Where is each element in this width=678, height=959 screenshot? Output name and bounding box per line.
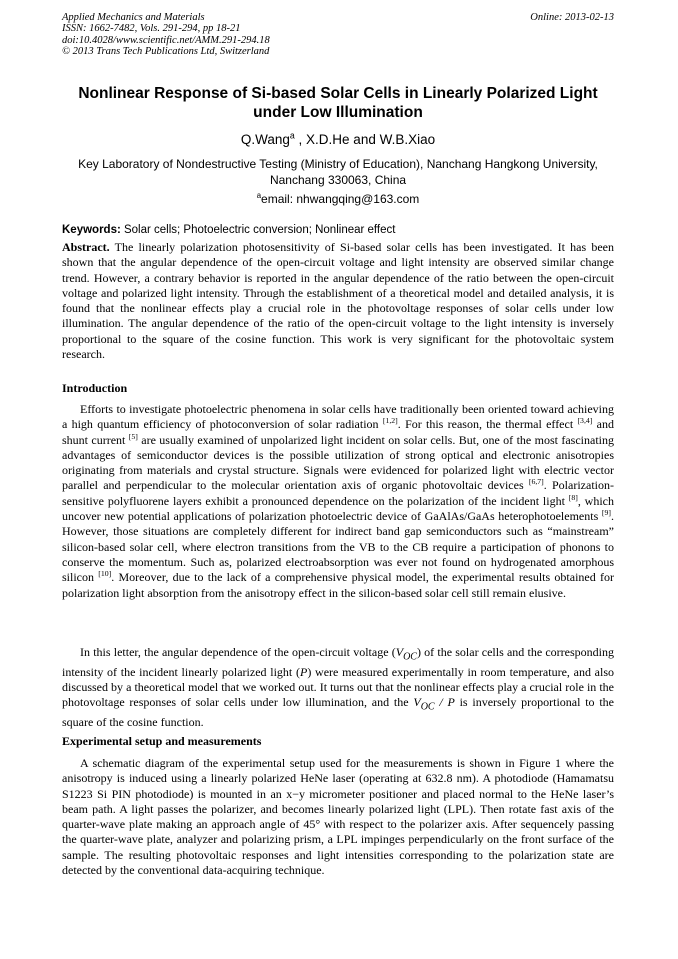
experimental-heading: Experimental setup and measurements: [62, 734, 262, 748]
introduction-paragraph-2: [62, 645, 614, 730]
doi-line: doi:10.4028/www.scientific.net/AMM.291-294.18: [62, 34, 270, 46]
citation: [9]: [601, 508, 611, 518]
author-line: [62, 131, 614, 148]
voc-symbol: V: [395, 645, 404, 659]
intro-p1-b: . For this reason, the thermal effect: [397, 417, 578, 432]
issn-line: ISSN: 1662-7482, Vols. 291-294, pp 18-21: [62, 23, 241, 35]
intro-p1-c: and shunt current: [62, 417, 615, 447]
email-text: email: nhwangqing@163.com: [261, 192, 420, 206]
keywords-text: Solar cells; Photoelectric conversion; Nonlinear effect: [120, 224, 396, 236]
citation: [8]: [568, 492, 578, 502]
author-first: Q.Wang: [240, 132, 290, 147]
abstract-text: The linearly polarization photosensitivity of Si-based solar cells has been investigated. It has been shown that the angular dependence of the open-circuit voltage and light intensity are observed similar change trend. However, a contrary behavior is reported in the angular dependence of the ratio between the open-circuit voltage and polarized light intensity. Through the establishment of a theoretical model and detailed analysis, it is found that the nonlinear effects play a crucial role in the photovoltage responses of solar cells under low illumination. The angular dependence of the ratio of the open-circuit voltage to the light intensity is inversely proportional to the square of the cosine function. This work is very significant for the photovoltaic system research.: [62, 240, 614, 362]
citation: [3,4]: [577, 416, 593, 426]
keywords: [62, 223, 614, 237]
intro-p1-g: . However, those situations are completely different for indirect band gap semiconductors such as “mainstream” silicon-based solar cell, where electron transitions from the VB to the CB require a participation of phonons to conserve the momentum. Such as, polarized electroabsorption was ever not found on hydrogenated amorphous silicon: [62, 509, 614, 585]
intro-p1-d: are usually examined of unpolarized light incident on solar cells. But, one of the most fascinating advantages of semiconductor devices is the possible utilization of strong optical and electronic anisotropies originating from materials and crystal structure. Signals were evidenced for polarized light with electric vector parallel and perpendicular to the molecular orientation axis of organic photovoltaic devices: [62, 432, 614, 493]
intro-p2-c: ) were measured experimentally in room temperature, and also discussed by a theoretical model that we worked out. It turns out that the nonlinear effects play a crucial role in the photovoltage responses of solar cells under low illumination, and the: [62, 664, 614, 710]
intro-p2-a: In this letter, the angular dependence of the open-circuit voltage (: [80, 645, 396, 659]
intro-p1-f: , which uncover new potential applications of polarization photoelectric device of GaAlAs/GaAs heterophotoelements: [62, 493, 614, 524]
intro-p2-d: is inversely proportional to the square of the cosine function.: [62, 695, 614, 729]
citation: [6,7]: [528, 477, 544, 487]
paper-title: Nonlinear Response of Si-based Solar Cells in Linearly Polarized Light under Low Illumination: [78, 85, 598, 121]
p-symbol: P: [300, 664, 308, 679]
affiliation: Key Laboratory of Nondestructive Testing (Ministry of Education), Nanchang Hangkong University, Nanchang 330063, China: [78, 157, 598, 187]
intro-p1-a: Efforts to investigate photoelectric phenomena in solar cells have traditionally been oriented toward achieving a high quantum efficiency of photoconversion of solar radiation: [62, 402, 614, 432]
ratio-subscript: OC: [420, 701, 435, 713]
abstract-label: Abstract.: [62, 240, 110, 254]
journal-name: Applied Mechanics and Materials: [62, 12, 205, 23]
citation: [10]: [98, 569, 112, 579]
citation: [1,2]: [382, 416, 398, 426]
introduction-paragraph-1: [62, 402, 614, 601]
voc-subscript: OC: [403, 651, 417, 663]
email-sup: a: [256, 191, 262, 200]
citation: [5]: [128, 431, 138, 441]
author-first-sup: a: [289, 130, 295, 141]
experimental-paragraph-1: A schematic diagram of the experimental setup used for the measurements is shown in Figure 1 where the anisotropy is induced using a linearly polarized HeNe laser (operating at 632.8 nm). A photodiode (Hamamatsu S1223 Si PIN photodiode) is mounted in an x−y micrometer positioner and placed normal to the HeNe laser’s beam path. A light passes the polarizer, and becomes linearly polarized light (LPL). Then rotate fast axis of the quarter-wave plate making an approach angle of 45° with respect to the polarizer axis. After sequencely passing the quarter-wave plate, analyzer and polarizing prism, a LPL impinges perpendicularly on the front surface of the sample. The resulting photovoltaic responses and light intensities corresponding to the polarization state are detected by the conventional data-acquiring technique.: [62, 756, 614, 878]
online-date: Online: 2013-02-13: [530, 12, 614, 23]
intro-p1-h: . Moreover, due to the lack of a comprehensive physical model, the experimental results obtained for polarization light absorption from the anisotropy effect in the silicon-based solar cell still remain elusive.: [62, 570, 614, 600]
copyright-line: © 2013 Trans Tech Publications Ltd, Switzerland: [62, 46, 270, 58]
intro-p1-e: . Polarization-sensitive polyfluorene layers exhibit a pronounced dependence on the polarization of the incident light: [62, 478, 614, 508]
abstract: [62, 240, 614, 362]
ratio-v-symbol: V: [413, 695, 421, 710]
intro-p2-b: ) of the solar cells and the corresponding intensity of the incident linearly polarized light (: [62, 645, 614, 679]
author-rest: , X.D.He and W.B.Xiao: [294, 132, 436, 147]
introduction-heading: Introduction: [62, 381, 128, 395]
email-line: [62, 191, 614, 207]
keywords-label: Keywords:: [62, 224, 121, 236]
journal-header: [62, 12, 614, 58]
ratio-p-symbol: / P: [434, 695, 455, 710]
